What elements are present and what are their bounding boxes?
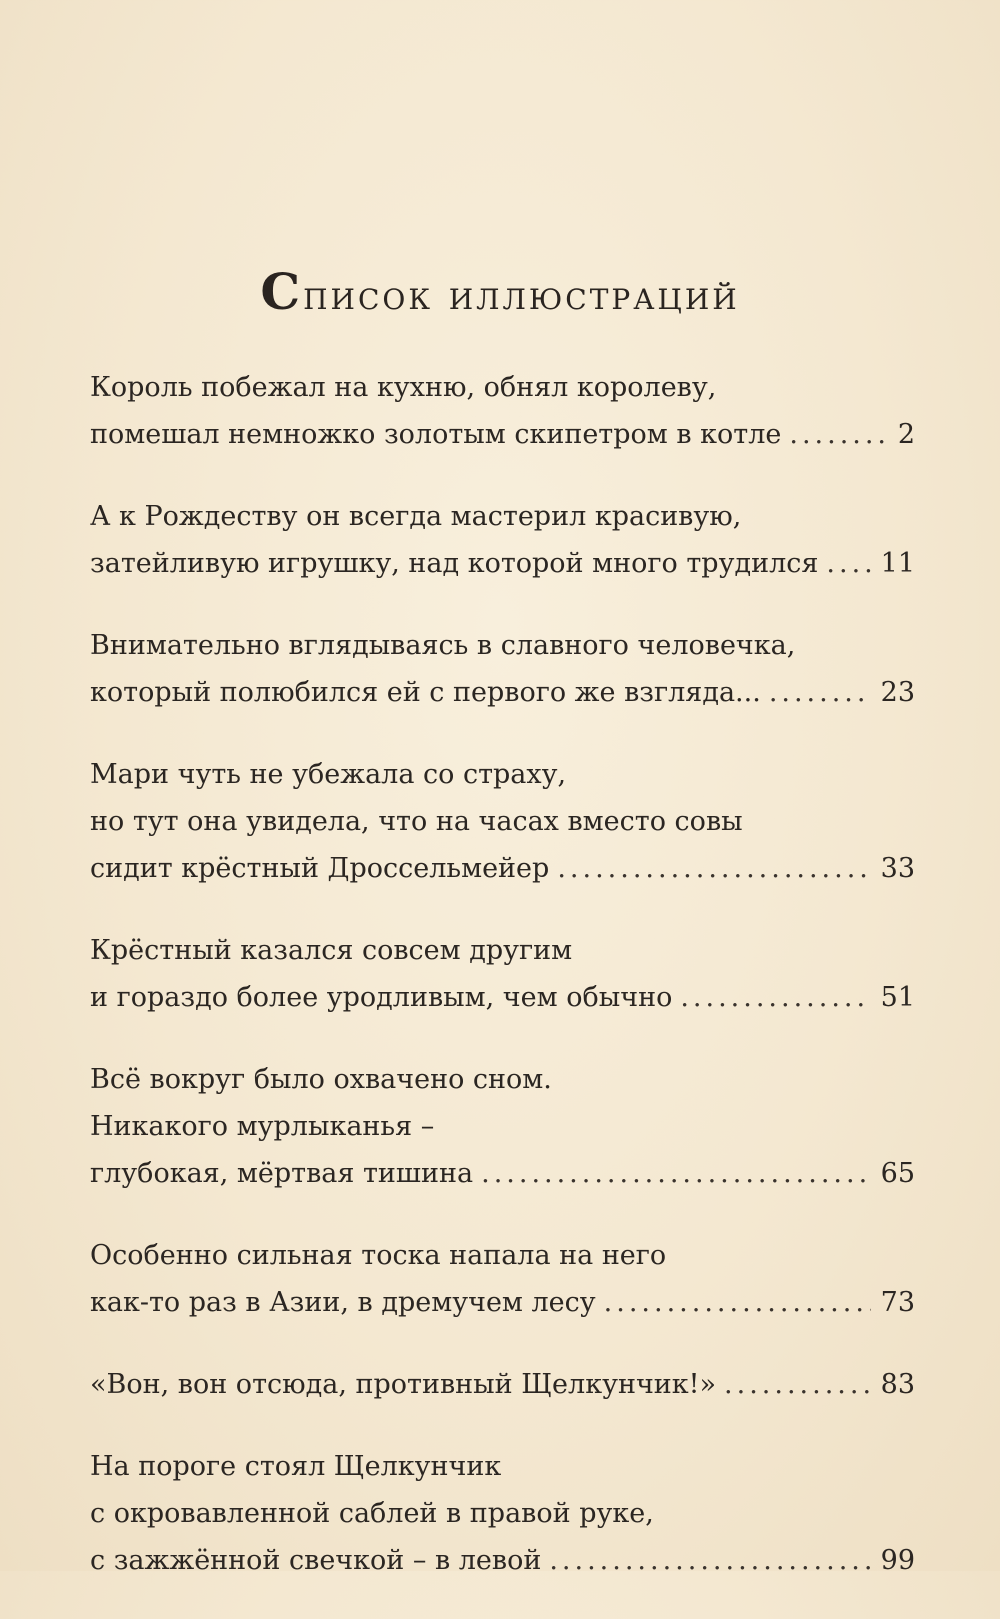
- entry-line: На пороге стоял Щелкунчик: [90, 1451, 502, 1482]
- dot-leader: [789, 411, 887, 458]
- page-number: 11: [880, 548, 915, 579]
- title-rest: писок иллюстраций: [303, 273, 740, 319]
- entry-line: но тут она увидела, что на часах вместо совы: [90, 806, 743, 837]
- entry-line: Никакого мурлыканья –: [90, 1111, 435, 1142]
- page-number: 51: [880, 982, 915, 1013]
- list-item: [90, 364, 915, 458]
- list-item: [90, 1232, 915, 1326]
- entry-line: Мари чуть не убежала со страху,: [90, 759, 567, 790]
- entry-line: помешал немножко золотым скипетром в котле: [90, 419, 782, 450]
- entry-line: А к Рождеству он всегда мастерил красивую,: [90, 501, 742, 532]
- page-number: 73: [880, 1287, 915, 1318]
- entry-line: Король побежал на кухню, обнял королеву,: [90, 372, 717, 403]
- dot-leader: [481, 1150, 871, 1197]
- page-number: 65: [880, 1158, 915, 1189]
- page-number: 99: [880, 1545, 915, 1576]
- entry-line: как-то раз в Азии, в дремучем лесу: [90, 1287, 596, 1318]
- entry-line: Всё вокруг было охвачено сном.: [90, 1064, 552, 1095]
- entry-line: с окровавленной саблей в правой руке,: [90, 1498, 654, 1529]
- list-item: [90, 1361, 915, 1408]
- entry-line: сидит крёстный Дроссельмейер: [90, 853, 550, 884]
- dot-leader: [604, 1279, 871, 1326]
- entry-line: Крёстный казался совсем другим: [90, 935, 573, 966]
- entry-line: с зажжённой свечкой – в левой: [90, 1545, 542, 1576]
- dot-leader: [724, 1361, 871, 1408]
- dot-leader: [557, 845, 870, 892]
- page-number: 2: [897, 419, 915, 450]
- dot-leader: [826, 540, 870, 587]
- page-title: [0, 262, 1000, 321]
- list-item: [90, 751, 915, 892]
- dot-leader: [549, 1537, 870, 1584]
- list-item: [90, 493, 915, 587]
- entry-line: и гораздо более уродливым, чем обычно: [90, 982, 673, 1013]
- list-item: [90, 1056, 915, 1197]
- list-item: [90, 1443, 915, 1584]
- entry-line: Внимательно вглядываясь в славного человечка,: [90, 630, 796, 661]
- page-number: 33: [880, 853, 915, 884]
- title-initial: С: [260, 262, 304, 321]
- page-number: 23: [880, 677, 915, 708]
- entry-line: затейливую игрушку, над которой много трудился: [90, 548, 819, 579]
- entry-line: который полюбился ей с первого же взгляда...: [90, 677, 761, 708]
- dot-leader: [680, 974, 870, 1021]
- page-number: 83: [880, 1369, 915, 1400]
- illustrations-list: [90, 364, 915, 1619]
- entry-line: «Вон, вон отсюда, противный Щелкунчик!»: [90, 1369, 717, 1400]
- entry-line: глубокая, мёртвая тишина: [90, 1158, 474, 1189]
- entry-line: Особенно сильная тоска напала на него: [90, 1240, 667, 1271]
- list-item: [90, 927, 915, 1021]
- list-item: [90, 622, 915, 716]
- dot-leader: [769, 669, 871, 716]
